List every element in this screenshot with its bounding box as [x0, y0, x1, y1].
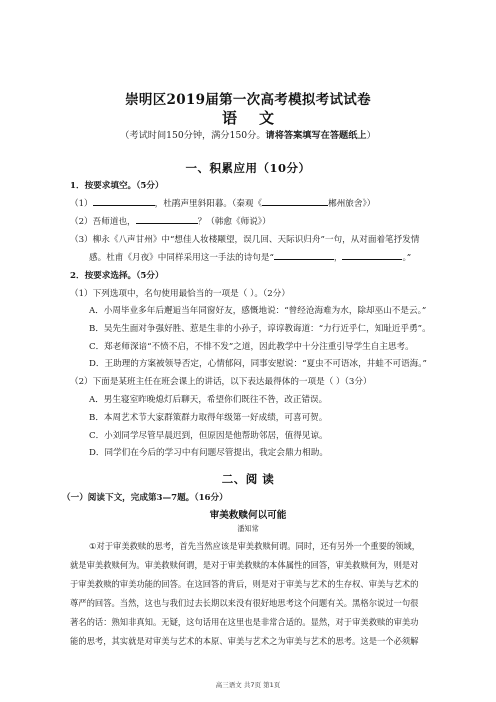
- q2-points: （5分）: [136, 271, 164, 281]
- section1-heading: 一、积累应用（10分）: [185, 161, 311, 175]
- paragraph-line-2: 就是审美救赎何为。审美救赎何谓，是对于审美救赎的本体属性的回答，审美救赎何为，则是对: [70, 560, 419, 570]
- q2-label: [70, 269, 164, 281]
- q1-item-2-num: （2）: [70, 217, 93, 227]
- exam-subject: 语文: [221, 109, 296, 127]
- q2-sub1-option-b[interactable]: B．吴先生面对争强好胜、惹是生非的小孙子，谆谆教诲道：“力行近乎仁，知耻近乎勇”。: [89, 324, 431, 334]
- q1-item-3-blank-2[interactable]: [342, 250, 402, 260]
- section2-heading: 二、阅 读: [221, 472, 275, 486]
- q1-item-1-blank-2[interactable]: [262, 196, 328, 206]
- paragraph-line-6: 能的思考，其实就是对审美与艺术的本原、审美与艺术之为审美与艺术的思考。这是一个必须解: [70, 636, 419, 646]
- q2-sub2-option-b[interactable]: B．本周艺术节大家群策群力取得年级第一好成绩，可喜可贺。: [89, 413, 328, 423]
- q1-item-1: [70, 196, 375, 209]
- q1-item-3-num: （3）: [70, 235, 93, 245]
- q2-sub2-option-d[interactable]: D．同学们在今后的学习中有问题尽管提出，我定会鼎力相助。: [89, 448, 328, 458]
- q1-item-2-text: ？（韩愈《师说》）: [197, 217, 271, 227]
- q1-item-1-blank-1[interactable]: [93, 196, 155, 206]
- note-plain: （考试时间150分钟，满分150分。: [120, 130, 266, 141]
- q1-item-1-num: （1）: [70, 199, 93, 209]
- q1-item-3-text-1: 柳永《八声甘州》中“想佳人妆楼颙望，误几回、天际识归舟”一句，从对面着笔抒发情: [92, 235, 420, 245]
- essay-author: 潘知常: [237, 524, 259, 533]
- page-footer: 高三语文 共7页 第1页: [215, 681, 281, 689]
- q2-sub1-stem: （1）下列选项中，名句使用最恰当的一项是（ ）。（2分）: [70, 289, 290, 299]
- paragraph-line-5: 著名的话：熟知非真知。无疑，这句话用在这里也是非常合适的。显然，对于审美救赎的审美功: [70, 617, 419, 627]
- q1-points: （5分）: [136, 181, 164, 191]
- q1-item-1-source-post: 郴州旅舍》）: [328, 199, 376, 209]
- q2-sub1-option-c[interactable]: C．郑老师深谙“不愤不启，不悱不发”之道，因此教学中十分注重引导学生自主思考。: [89, 342, 414, 352]
- paragraph-line-4: 尊严的回答。当然，这也与我们过去长期以来没有很好地思考这个问题有关。黑格尔说过一句很: [70, 598, 419, 608]
- q2-sub2-stem: （2）下面是某班主任在班会课上的讲话，以下表达最得体的一项是（ ）（3分）: [70, 377, 372, 387]
- q1-item-3-text-2: 感。杜甫《月夜》中同样采用这一手法的诗句是“: [89, 253, 274, 263]
- q1-label: [70, 179, 164, 191]
- q1-item-2-blank[interactable]: [136, 214, 198, 224]
- q2-sub1-option-d[interactable]: D．王助理的方案被领导否定，心情郁闷，同事安慰说：“夏虫不可语冰，井蛙不可语海。”: [89, 359, 427, 369]
- q1-item-3-blank-1[interactable]: [274, 250, 334, 260]
- paragraph-line-3: 于审美救赎的审美功能的回答。在这回答的背后，则是对于审美与艺术的生存权、审美与艺术的: [70, 579, 419, 589]
- q1-item-3-line1: [70, 233, 419, 245]
- q2-sub2-option-a[interactable]: A．男生寝室昨晚熄灯后聊天，希望你们既往不咎，改正错误。: [89, 395, 328, 405]
- q1-item-3-comma: ，: [333, 253, 343, 263]
- q1-item-1-source-pre: （秦观《: [232, 199, 263, 209]
- exam-title: 崇明区2019届第一次高考模拟考试试卷: [125, 92, 371, 108]
- q2-sub1-option-a[interactable]: A．小周毕业多年后邂逅当年同窗好友，感慨地说：“曾经沧海难为水，除却巫山不是云。”: [89, 306, 427, 316]
- exam-note: [0, 127, 496, 141]
- note-bold: 请将答案填写在答题纸上: [265, 130, 367, 141]
- q1-item-3-line2: [89, 250, 411, 263]
- paragraph-line-1: ①对于审美救赎的思考，首先当然应该是审美救赎何谓。同时，还有另外一个重要的领域，: [89, 541, 421, 551]
- q1-label-text: 1．按要求填空。: [70, 181, 137, 191]
- note-end: ）: [366, 130, 376, 141]
- section2-subheading: （一）阅读下文，完成第3—7题。（16分）: [62, 493, 228, 503]
- essay-title: 审美救赎何以可能: [209, 510, 287, 521]
- q2-sub2-option-c[interactable]: C．小刘同学尽管早晨迟到，但原因是他帮助邻居，值得见谅。: [89, 431, 328, 441]
- q1-item-2: [70, 214, 271, 227]
- q1-item-3-end: 。”: [402, 253, 412, 263]
- q2-label-text: 2．按要求选择。: [70, 271, 137, 281]
- q1-item-2-pre: 吾师道也，: [92, 217, 136, 227]
- q1-item-1-text: ，杜鹃声里斜阳暮。: [154, 199, 233, 209]
